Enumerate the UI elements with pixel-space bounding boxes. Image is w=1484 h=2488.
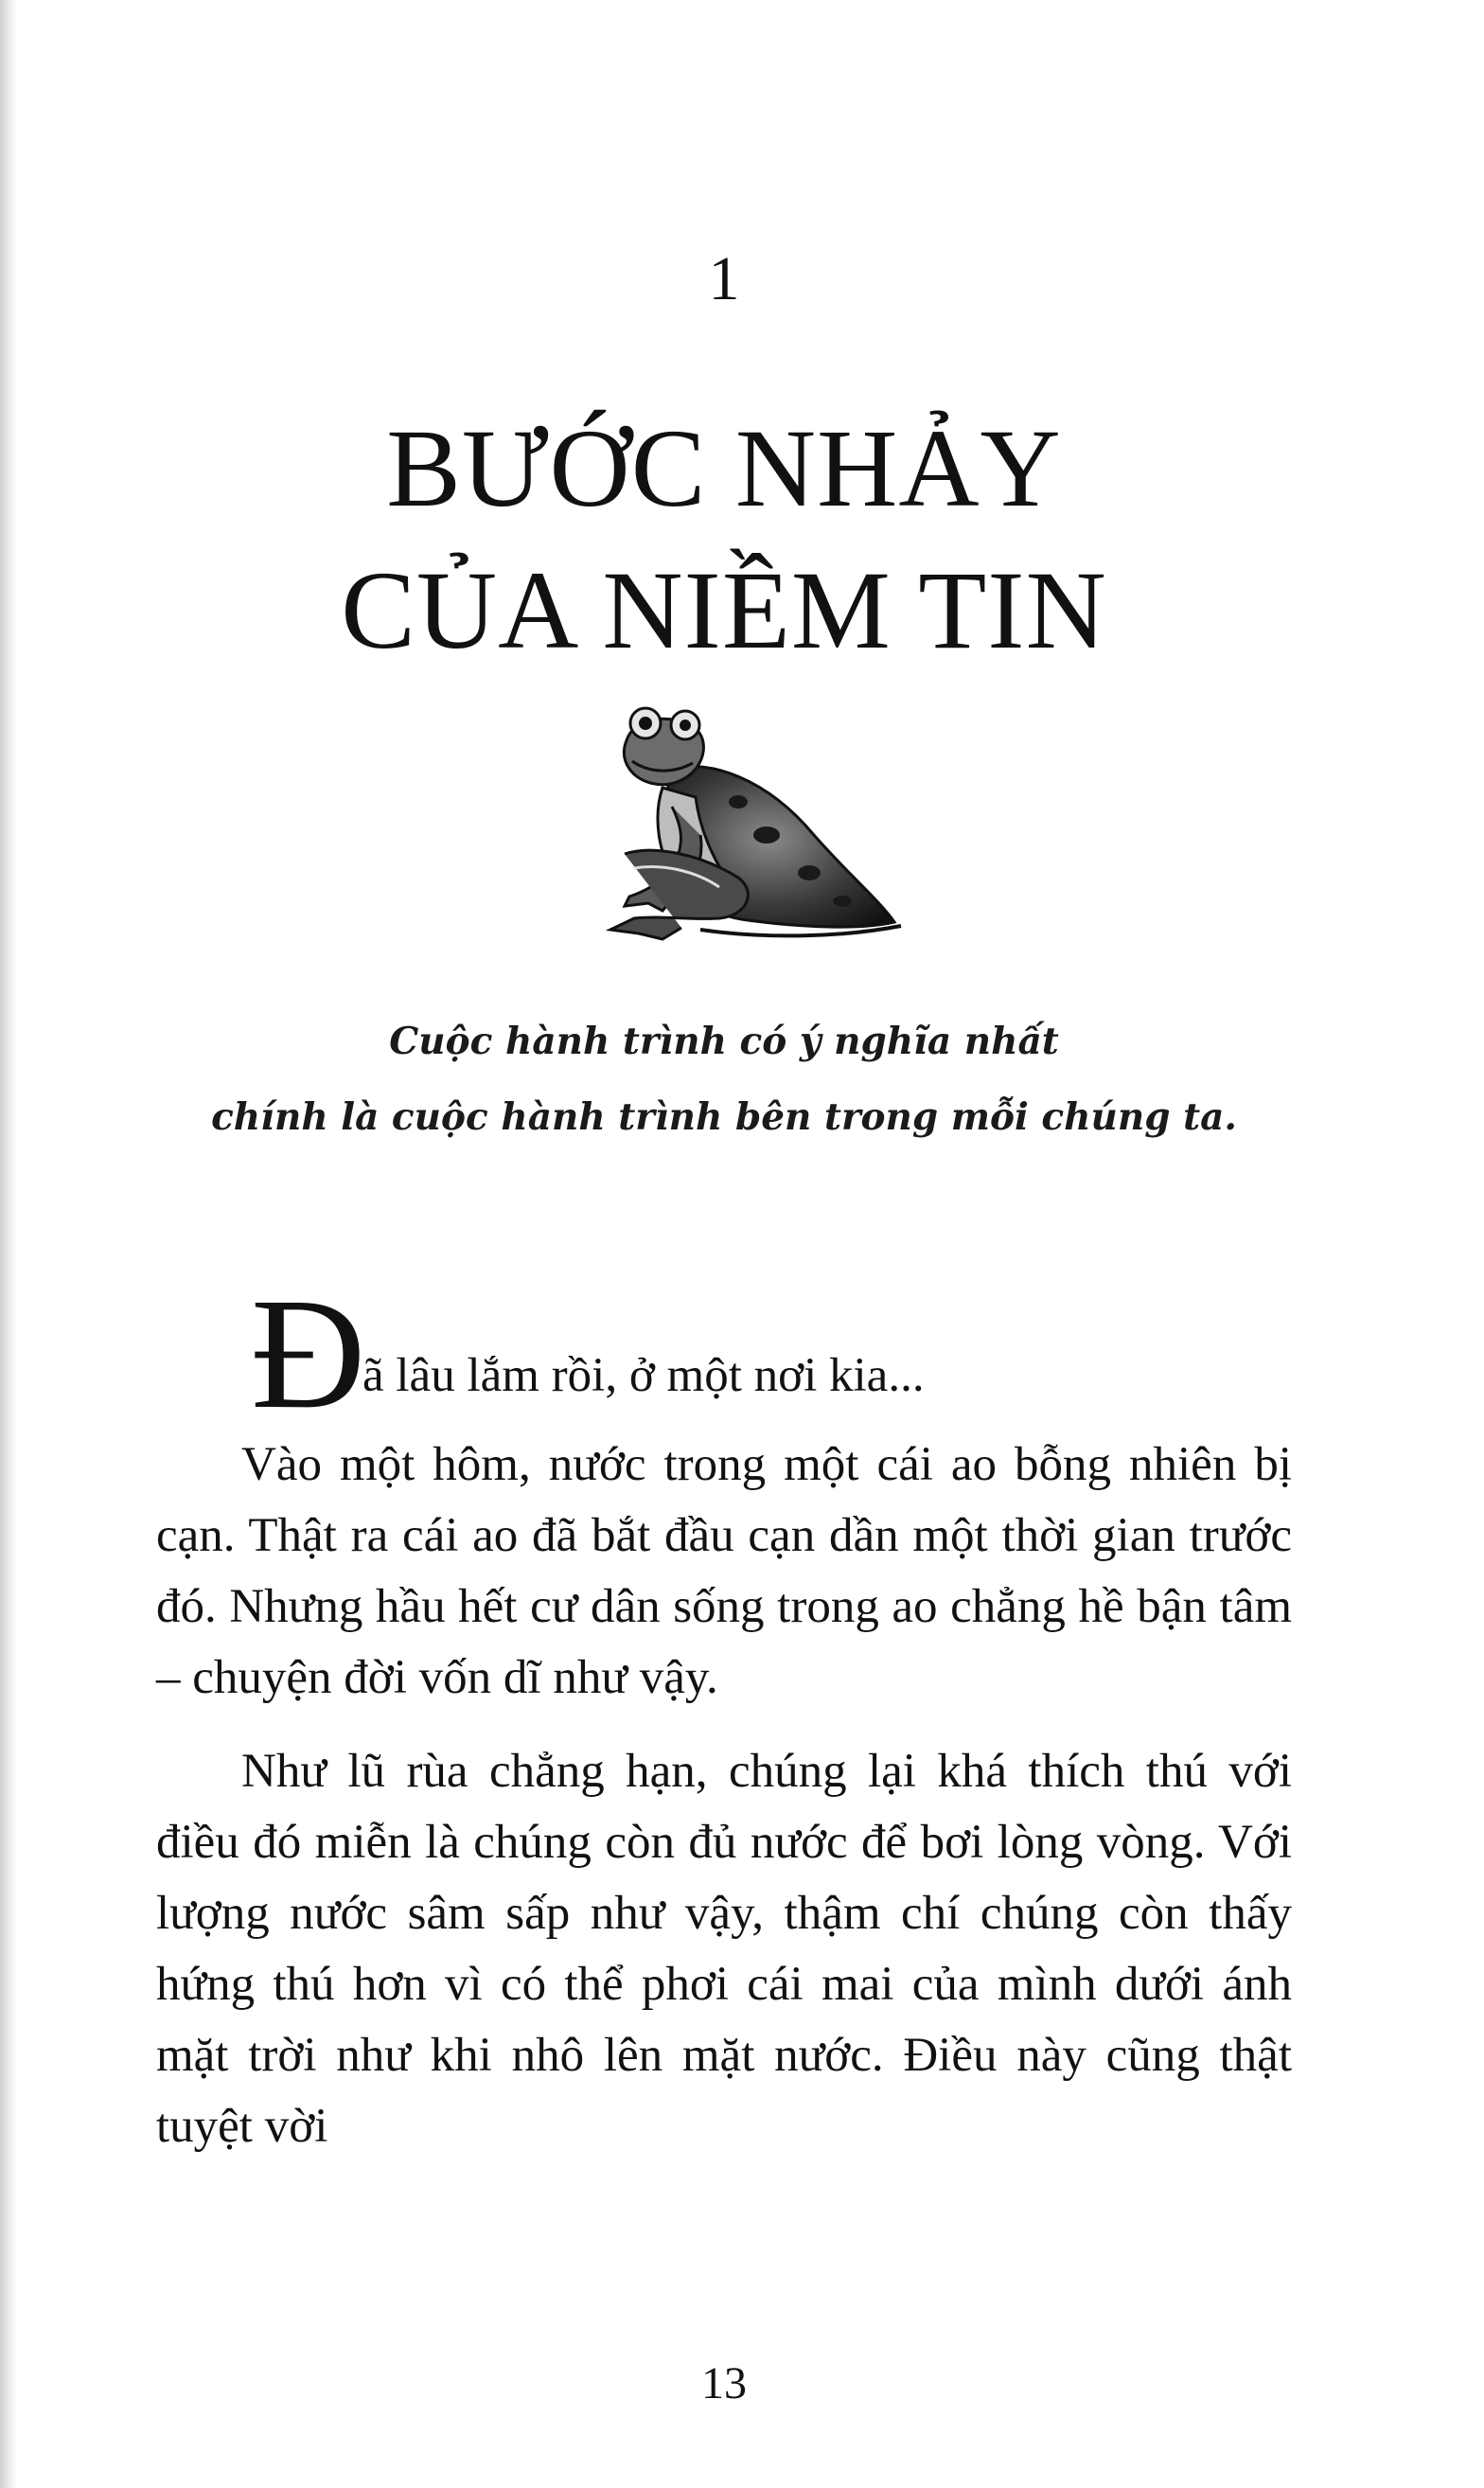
- chapter-title: [0, 398, 1448, 682]
- drop-cap: Đ: [251, 1266, 366, 1442]
- body-text: [156, 1266, 1292, 2162]
- paragraph-2: Như lũ rùa chẳng hạn, chúng lại khá thích thú với điều đó miễn là chúng còn đủ nước để bơi lòng vòng. Với lượng nước sâm sấp như vậy, thậm chí chúng còn thấy hứng thú hơn vì có thể phơi cái mai của mình dưới ánh mặt trời như khi nhô lên mặt nước. Điều này cũng thật tuyệt vời: [156, 1745, 1292, 2153]
- opening-text: ã lâu lắm rồi, ở một nơi kia...: [362, 1349, 925, 1402]
- epigraph-line-1: Cuộc hành trình có ý nghĩa nhất: [389, 1020, 1059, 1063]
- epigraph-line-2: chính là cuộc hành trình bên trong mỗi chúng ta.: [211, 1095, 1237, 1139]
- page-number: 13: [701, 2358, 747, 2408]
- page-edge: [0, 0, 17, 2488]
- chapter-title-line-2: CỦA NIỀM TIN: [341, 548, 1107, 672]
- epigraph: [0, 1004, 1448, 1155]
- chapter-title-line-1: BƯỚC NHẢY: [386, 406, 1062, 530]
- frog-icon: [606, 702, 909, 953]
- chapter-number: 1: [708, 244, 740, 313]
- paragraph-1: Vào một hôm, nước trong một cái ao bỗng nhiên bị cạn. Thật ra cái ao đã bắt đầu cạn dần một thời gian trước đó. Nhưng hầu hết cư dân sống trong ao chẳng hề bận tâm – chuyện đời vốn dĩ như vậy.: [156, 1438, 1292, 1704]
- opening-line: [156, 1266, 1292, 1442]
